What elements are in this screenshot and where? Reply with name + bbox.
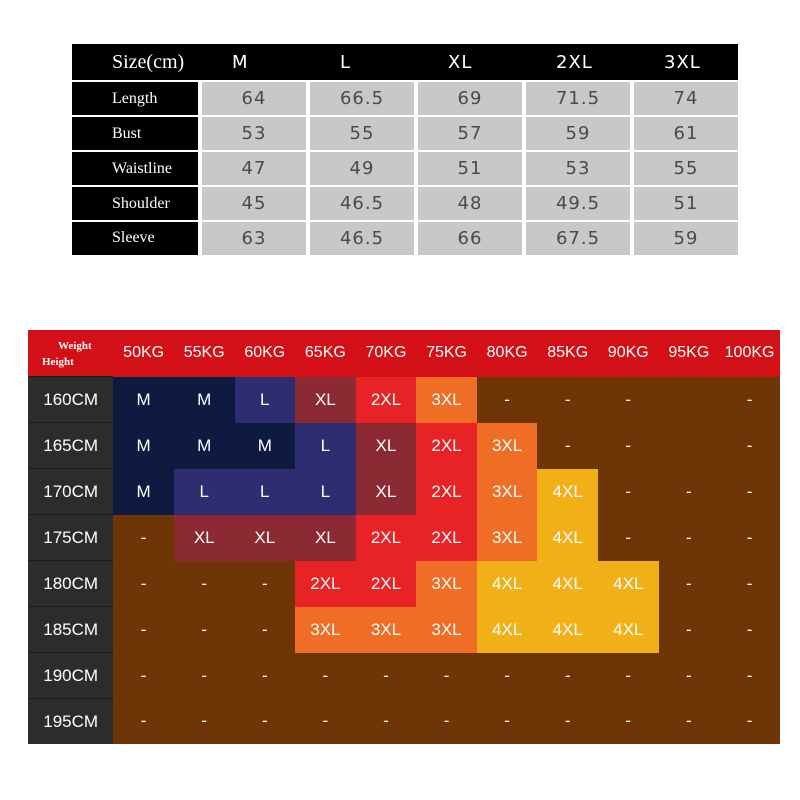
fit-chart xyxy=(28,330,780,742)
size-cell: - xyxy=(174,653,235,699)
size-cell: - xyxy=(537,699,598,745)
size-cell: - xyxy=(174,607,235,653)
size-cell: M xyxy=(113,469,174,515)
measurement-value: 71.5 xyxy=(522,80,630,115)
measurement-value: 45 xyxy=(198,185,306,220)
size-cell: 2XL xyxy=(295,561,356,607)
height-row-180cm xyxy=(28,561,780,607)
size-cell: 4XL xyxy=(598,561,659,607)
measurement-label: Waistline xyxy=(72,150,198,185)
size-cell: - xyxy=(659,607,720,653)
weight-header-70kg: 70KG xyxy=(356,330,417,377)
size-header-row xyxy=(72,44,738,80)
height-row-160cm xyxy=(28,377,780,423)
size-cell: L xyxy=(235,469,296,515)
measurement-value: 74 xyxy=(630,80,738,115)
size-cell xyxy=(659,423,720,469)
measurement-value: 46.5 xyxy=(306,220,414,255)
size-cell: - xyxy=(598,423,659,469)
size-cell: - xyxy=(719,377,780,423)
size-corner-label: Size(cm) xyxy=(72,44,198,80)
measurement-row-shoulder xyxy=(72,185,738,220)
size-cell: - xyxy=(416,653,477,699)
measurement-value: 46.5 xyxy=(306,185,414,220)
measurement-value: 53 xyxy=(198,115,306,150)
size-cell: - xyxy=(598,653,659,699)
weight-header-100kg: 100KG xyxy=(719,330,780,377)
size-cell: - xyxy=(113,515,174,561)
size-cell: - xyxy=(174,699,235,745)
size-cell: XL xyxy=(174,515,235,561)
measurement-value: 63 xyxy=(198,220,306,255)
measurement-value: 59 xyxy=(522,115,630,150)
weight-header-row xyxy=(28,330,780,377)
size-cell: - xyxy=(113,607,174,653)
height-row-185cm xyxy=(28,607,780,653)
size-cell: 4XL xyxy=(537,469,598,515)
size-cell: - xyxy=(659,699,720,745)
size-header-3xl: 3XL xyxy=(630,44,738,80)
fit-chart-body xyxy=(28,377,780,745)
size-cell: - xyxy=(537,377,598,423)
size-cell: - xyxy=(356,699,417,745)
size-cell: L xyxy=(174,469,235,515)
size-cell: L xyxy=(235,377,296,423)
height-row-190cm xyxy=(28,653,780,699)
size-cell: - xyxy=(235,699,296,745)
measurement-value: 53 xyxy=(522,150,630,185)
measurement-row-length xyxy=(72,80,738,115)
size-cell: - xyxy=(113,699,174,745)
size-cell: - xyxy=(659,515,720,561)
height-row-170cm xyxy=(28,469,780,515)
weight-header-55kg: 55KG xyxy=(174,330,235,377)
size-cell: - xyxy=(719,561,780,607)
size-cell: - xyxy=(113,653,174,699)
weight-header-80kg: 80KG xyxy=(477,330,538,377)
size-cell: 2XL xyxy=(356,561,417,607)
measurement-value: 47 xyxy=(198,150,306,185)
size-header-xl: XL xyxy=(414,44,522,80)
size-header-l: L xyxy=(306,44,414,80)
size-cell: - xyxy=(719,699,780,745)
size-cell: 2XL xyxy=(416,423,477,469)
size-cell: - xyxy=(174,561,235,607)
size-cell: - xyxy=(477,377,538,423)
size-cell: 3XL xyxy=(477,469,538,515)
measurement-value: 61 xyxy=(630,115,738,150)
size-cell: 3XL xyxy=(416,561,477,607)
measurement-label: Bust xyxy=(72,115,198,150)
measurement-row-sleeve xyxy=(72,220,738,255)
height-row-175cm xyxy=(28,515,780,561)
size-cell: - xyxy=(659,653,720,699)
height-label: 170CM xyxy=(28,469,113,515)
measurement-value: 51 xyxy=(414,150,522,185)
size-cell: - xyxy=(719,423,780,469)
measurement-label: Shoulder xyxy=(72,185,198,220)
height-axis-label: Height xyxy=(42,356,74,368)
weight-header-65kg: 65KG xyxy=(295,330,356,377)
size-cell: - xyxy=(659,469,720,515)
size-cell: 4XL xyxy=(537,607,598,653)
fit-chart-corner xyxy=(28,330,113,377)
size-cell: 3XL xyxy=(356,607,417,653)
size-cell: - xyxy=(356,653,417,699)
measurement-value: 59 xyxy=(630,220,738,255)
size-cell: XL xyxy=(356,469,417,515)
size-cell: - xyxy=(537,653,598,699)
size-cell: - xyxy=(598,469,659,515)
measurement-label: Length xyxy=(72,80,198,115)
measurement-value: 51 xyxy=(630,185,738,220)
measurement-label: Sleeve xyxy=(72,220,198,255)
measurement-value: 57 xyxy=(414,115,522,150)
size-cell: M xyxy=(113,377,174,423)
measurement-value: 67.5 xyxy=(522,220,630,255)
size-cell: - xyxy=(295,699,356,745)
weight-header-75kg: 75KG xyxy=(416,330,477,377)
size-cell: - xyxy=(113,561,174,607)
size-cell: - xyxy=(719,653,780,699)
measurement-row-bust xyxy=(72,115,738,150)
size-cell: 2XL xyxy=(356,377,417,423)
size-cell: - xyxy=(719,607,780,653)
weight-header-50kg: 50KG xyxy=(113,330,174,377)
weight-header-95kg: 95KG xyxy=(659,330,720,377)
weight-header-60kg: 60KG xyxy=(235,330,296,377)
size-cell: 4XL xyxy=(477,561,538,607)
size-cell: - xyxy=(719,469,780,515)
size-cell: 2XL xyxy=(416,515,477,561)
size-cell: 3XL xyxy=(477,515,538,561)
size-cell: 3XL xyxy=(477,423,538,469)
weight-header-85kg: 85KG xyxy=(537,330,598,377)
size-cell: L xyxy=(295,423,356,469)
size-cell: XL xyxy=(356,423,417,469)
size-header-m: M xyxy=(198,44,306,80)
size-cell: - xyxy=(598,377,659,423)
height-label: 180CM xyxy=(28,561,113,607)
measurement-value: 55 xyxy=(306,115,414,150)
height-label: 195CM xyxy=(28,699,113,745)
size-cell: 4XL xyxy=(598,607,659,653)
measurement-row-waistline xyxy=(72,150,738,185)
size-cell: - xyxy=(235,653,296,699)
height-row-165cm xyxy=(28,423,780,469)
size-cell: XL xyxy=(295,377,356,423)
size-cell: 3XL xyxy=(416,377,477,423)
size-cell: 2XL xyxy=(356,515,417,561)
weight-header-90kg: 90KG xyxy=(598,330,659,377)
size-cell: - xyxy=(235,607,296,653)
measurement-value: 66 xyxy=(414,220,522,255)
size-cell: - xyxy=(537,423,598,469)
measurement-value: 49.5 xyxy=(522,185,630,220)
measurement-value: 48 xyxy=(414,185,522,220)
size-cell: XL xyxy=(235,515,296,561)
weight-axis-label: Weight xyxy=(58,340,92,352)
size-cell: 3XL xyxy=(416,607,477,653)
size-cell: M xyxy=(235,423,296,469)
size-cell: - xyxy=(235,561,296,607)
height-row-195cm xyxy=(28,699,780,745)
measurement-value: 49 xyxy=(306,150,414,185)
size-cell: XL xyxy=(295,515,356,561)
measurement-value: 64 xyxy=(198,80,306,115)
height-label: 160CM xyxy=(28,377,113,423)
measurement-value: 69 xyxy=(414,80,522,115)
size-cell: - xyxy=(477,699,538,745)
height-label: 190CM xyxy=(28,653,113,699)
size-cell: 2XL xyxy=(416,469,477,515)
size-cell xyxy=(659,377,720,423)
height-label: 175CM xyxy=(28,515,113,561)
size-cell: - xyxy=(416,699,477,745)
fit-chart-table xyxy=(28,330,780,744)
measurement-value: 66.5 xyxy=(306,80,414,115)
height-label: 185CM xyxy=(28,607,113,653)
size-cell: 4XL xyxy=(477,607,538,653)
size-cell: - xyxy=(295,653,356,699)
size-cell: 4XL xyxy=(537,561,598,607)
size-cell: M xyxy=(113,423,174,469)
height-label: 165CM xyxy=(28,423,113,469)
size-cell: - xyxy=(477,653,538,699)
size-cell: - xyxy=(659,561,720,607)
size-cell: M xyxy=(174,423,235,469)
size-cell: L xyxy=(295,469,356,515)
size-cell: 4XL xyxy=(537,515,598,561)
size-cell: - xyxy=(719,515,780,561)
measurement-value: 55 xyxy=(630,150,738,185)
size-measurement-table xyxy=(72,44,738,255)
size-cell: 3XL xyxy=(295,607,356,653)
size-cell: M xyxy=(174,377,235,423)
size-cell: - xyxy=(598,699,659,745)
size-cell: - xyxy=(598,515,659,561)
size-header-2xl: 2XL xyxy=(522,44,630,80)
